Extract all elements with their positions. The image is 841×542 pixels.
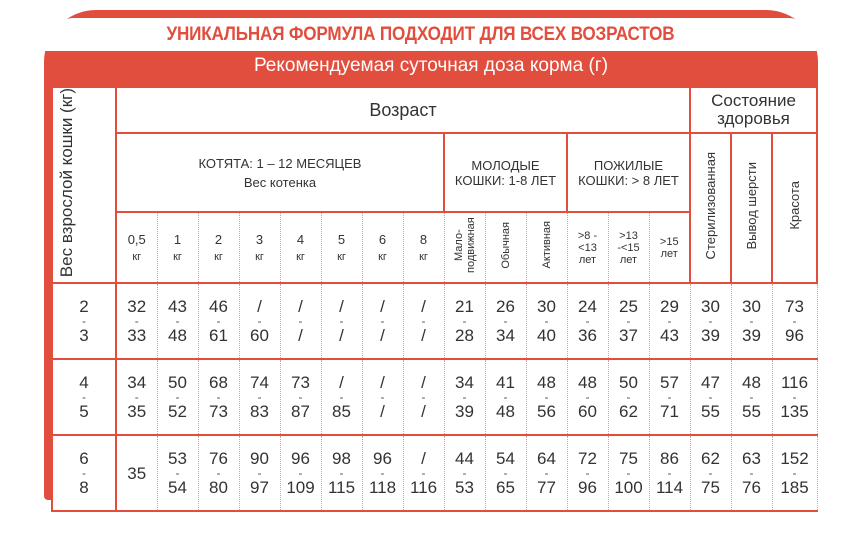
dose-cell: 72 - 96 (567, 435, 608, 511)
dose-cell: 30 - 39 (731, 283, 772, 359)
dose-cell: 34 - 39 (444, 359, 485, 435)
dose-cell: 62 - 75 (690, 435, 731, 511)
senior-cats-header: ПОЖИЛЫЕ КОШКИ: > 8 ЛЕТ (567, 133, 690, 212)
dose-cell: / - / (362, 283, 403, 359)
dose-cell: 96 - 109 (280, 435, 321, 511)
cat-weight-cell: 2 - 3 (52, 283, 116, 359)
dose-cell: 24 - 36 (567, 283, 608, 359)
kitten-weight-col: 0,5 кг (116, 212, 157, 283)
dose-cell: 47 - 55 (690, 359, 731, 435)
table-row (52, 283, 817, 359)
dose-cell: 29 - 43 (649, 283, 690, 359)
senior-age-col: >13 -<15 лет (608, 212, 649, 283)
dose-cell: 21 - 28 (444, 283, 485, 359)
weight-header: Вес взрослой кошки (кг) (52, 87, 116, 283)
dose-cell: 116 - 135 (772, 359, 817, 435)
senior-age-col: >8 - <13 лет (567, 212, 608, 283)
dose-cell: 41 - 48 (485, 359, 526, 435)
dose-cell: 54 - 65 (485, 435, 526, 511)
dose-cell: 63 - 76 (731, 435, 772, 511)
young-activity-col: Активная (526, 212, 567, 283)
young-activity-col: Обычная (485, 212, 526, 283)
dose-cell: 64 - 77 (526, 435, 567, 511)
dose-cell: / - / (362, 359, 403, 435)
dose-cell: 34 - 35 (116, 359, 157, 435)
health-col-sterilized: Стерилизованная (690, 133, 731, 283)
dose-cell: 90 - 97 (239, 435, 280, 511)
kitten-weight-col: 8 кг (403, 212, 444, 283)
dose-cell: 26 - 34 (485, 283, 526, 359)
dose-cell: 30 - 40 (526, 283, 567, 359)
young-cats-header: МОЛОДЫЕ КОШКИ: 1-8 ЛЕТ (444, 133, 567, 212)
dose-cell: / - / (321, 283, 362, 359)
table-row (52, 435, 817, 511)
dose-cell: 76 - 80 (198, 435, 239, 511)
dose-cell: 57 - 71 (649, 359, 690, 435)
age-header: Возраст (116, 87, 690, 133)
kitten-weight-col: 4 кг (280, 212, 321, 283)
dose-cell: 74 - 83 (239, 359, 280, 435)
dose-cell: 86 - 114 (649, 435, 690, 511)
senior-age-col: >15 лет (649, 212, 690, 283)
kitten-weight-col: 3 кг (239, 212, 280, 283)
health-col-beauty: Красота (772, 133, 817, 283)
kitten-weight-col: 5 кг (321, 212, 362, 283)
table-row (52, 359, 817, 435)
dose-cell: 68 - 73 (198, 359, 239, 435)
dose-cell: 73 - 87 (280, 359, 321, 435)
cat-weight-cell: 4 - 5 (52, 359, 116, 435)
dose-cell: 48 - 60 (567, 359, 608, 435)
cat-weight-cell: 6 - 8 (52, 435, 116, 511)
kitten-weight-col: 2 кг (198, 212, 239, 283)
health-header: Состояние здоровья (690, 87, 817, 133)
dose-cell: 50 - 52 (157, 359, 198, 435)
dose-cell: 53 - 54 (157, 435, 198, 511)
kittens-header: КОТЯТА: 1 – 12 МЕСЯЦЕВ Вес котенка (116, 133, 444, 212)
dose-cell: / - / (403, 283, 444, 359)
table-subtitle: Рекомендуемая суточная доза корма (г) (253, 55, 609, 76)
feeding-table (51, 86, 818, 512)
dose-cell: 98 - 115 (321, 435, 362, 511)
dose-cell: 48 - 56 (526, 359, 567, 435)
dose-cell: 30 - 39 (690, 283, 731, 359)
kitten-weight-col: 6 кг (362, 212, 403, 283)
dose-cell: 48 - 55 (731, 359, 772, 435)
young-activity-col: Мало-подвижная (444, 212, 485, 283)
dose-cell: / - 85 (321, 359, 362, 435)
dose-cell: / - / (403, 359, 444, 435)
dose-cell: 25 - 37 (608, 283, 649, 359)
dose-cell: 44 - 53 (444, 435, 485, 511)
health-col-hairball: Вывод шерсти (731, 133, 772, 283)
dose-cell: 35 (116, 435, 157, 511)
dose-cell: 50 - 62 (608, 359, 649, 435)
kitten-weight-col: 1 кг (157, 212, 198, 283)
dose-cell: 32 - 33 (116, 283, 157, 359)
dose-cell: 73 - 96 (772, 283, 817, 359)
page-title: УНИКАЛЬНАЯ ФОРМУЛА ПОДХОДИТ ДЛЯ ВСЕХ ВОЗРАСТОВ (166, 24, 675, 45)
dose-cell: 46 - 61 (198, 283, 239, 359)
dose-cell: / - 60 (239, 283, 280, 359)
dose-cell: / - 116 (403, 435, 444, 511)
dose-cell: 75 - 100 (608, 435, 649, 511)
dose-cell: / - / (280, 283, 321, 359)
dose-cell: 96 - 118 (362, 435, 403, 511)
dose-cell: 152 - 185 (772, 435, 817, 511)
dose-cell: 43 - 48 (157, 283, 198, 359)
